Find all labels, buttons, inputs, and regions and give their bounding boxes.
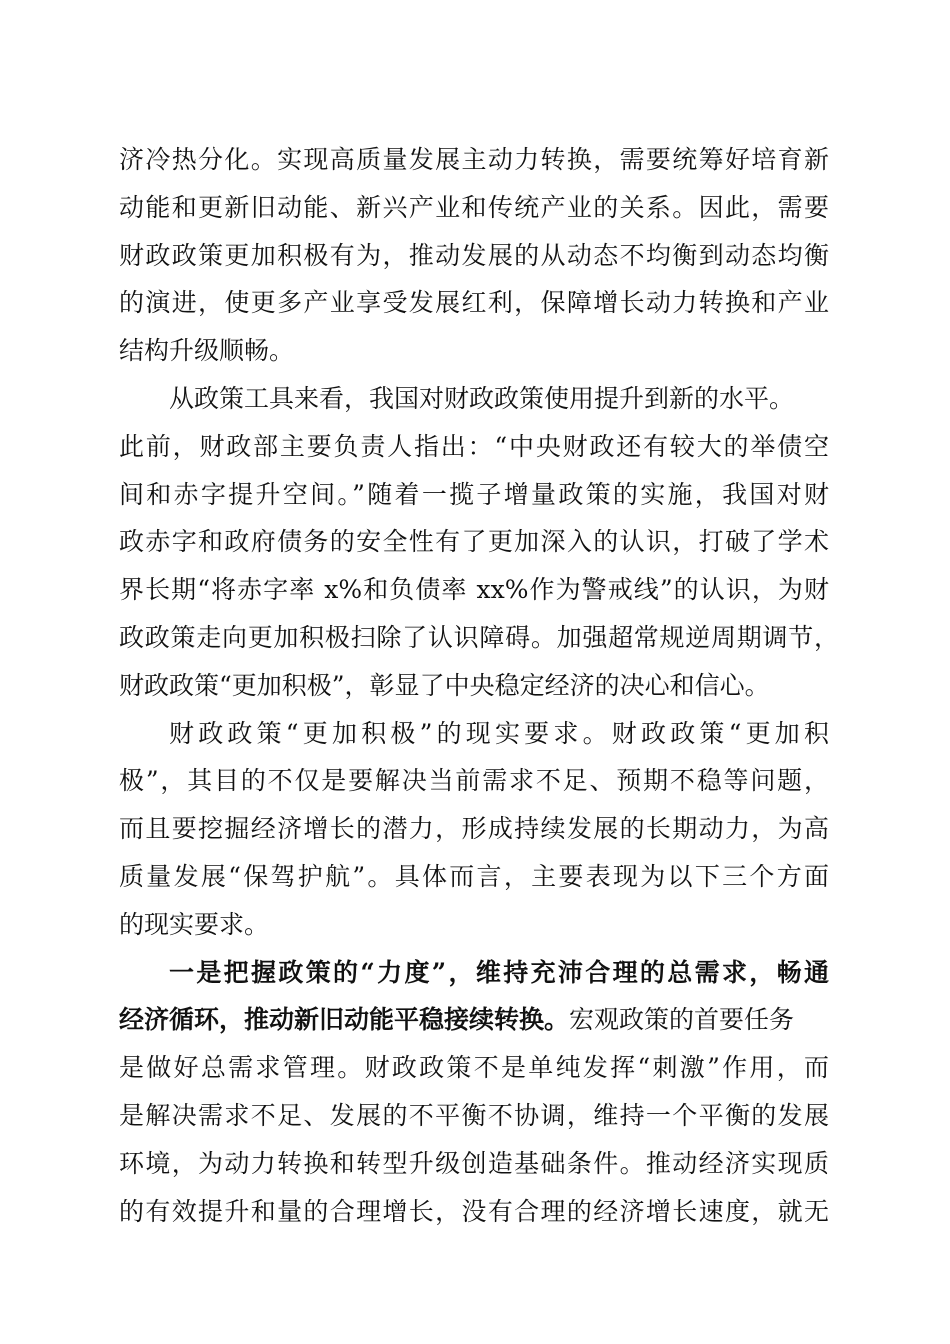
text-line: 界长期“将赤字率 x%和负债率 xx%作为警戒线”的认识，为财 [119,575,829,604]
text-span: 宏观政策的首要任务 [569,1005,795,1034]
text-line-indented: 财政政策“更加积极”的现实要求。财政政策“更加积 [169,719,829,748]
text-line: 极”，其目的不仅是要解决当前需求不足、预期不稳等问题， [119,766,829,795]
text-line: 的现实要求。 [119,910,270,939]
text-line-mixed [119,1005,829,1035]
text-line: 的有效提升和量的合理增长，没有合理的经济增长速度，就无 [119,1197,829,1226]
text-line: 而且要挖掘经济增长的潜力，形成持续发展的长期动力，为高 [119,814,829,843]
text-line: 质量发展“保驾护航”。具体而言，主要表现为以下三个方面 [119,862,829,891]
text-line: 政政策走向更加积极扫除了认识障碍。加强超常规逆周期调节， [119,623,839,652]
text-line-indented: 从政策工具来看，我国对财政政策使用提升到新的水平。 [169,384,795,413]
text-line: 动能和更新旧动能、新兴产业和传统产业的关系。因此，需要 [119,193,829,222]
text-line: 的演进，使更多产业享受发展红利，保障增长动力转换和产业 [119,288,829,317]
text-line: 政赤字和政府债务的安全性有了更加深入的认识，打破了学术 [119,527,829,556]
text-line: 是解决需求不足、发展的不平衡不协调，维持一个平衡的发展 [119,1101,829,1130]
text-line: 财政政策“更加积极”，彰显了中央稳定经济的决心和信心。 [119,671,770,700]
text-line: 结构升级顺畅。 [119,336,295,365]
text-line: 是做好总需求管理。财政政策不是单纯发挥“刺激”作用，而 [119,1053,829,1082]
text-line: 间和赤字提升空间。”随着一揽子增量政策的实施，我国对财 [119,480,829,509]
text-line: 此前，财政部主要负责人指出：“中央财政还有较大的举债空 [119,432,829,461]
text-line: 环境，为动力转换和转型升级创造基础条件。推动经济实现质 [119,1149,829,1178]
text-line-bold: 一是把握政策的“力度”，维持充沛合理的总需求，畅通 [169,958,829,987]
text-line: 济冷热分化。实现高质量发展主动力转换，需要统筹好培育新 [119,145,829,174]
bold-lead-sentence: 经济循环，推动新旧动能平稳接续转换。 [119,1005,570,1034]
text-line: 财政政策更加积极有为，推动发展的从动态不均衡到动态均衡 [119,241,829,270]
